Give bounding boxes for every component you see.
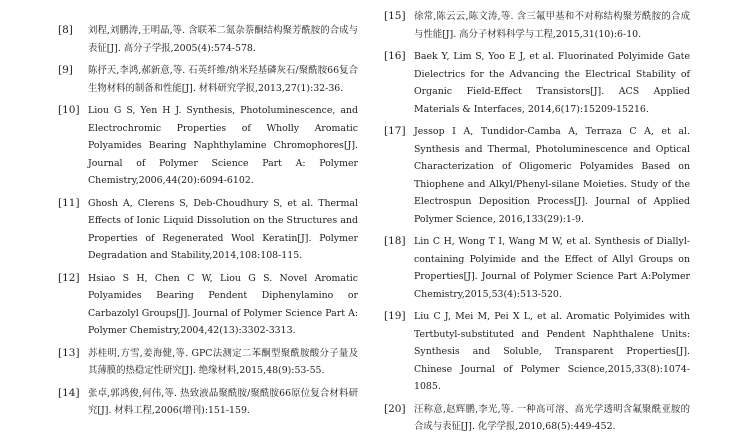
reference-text: Ghosh A, Clerens S, Deb-Choudhury S, et al. Thermal Effects of Ionic Liquid Dissolution on the Structures and Properties of Regenerated Wool Keratin[J]. Polymer Degradation and Stability,2014,108:108-115. xyxy=(88,197,358,261)
reference-item xyxy=(384,48,690,118)
reference-text: 汪称意,赵辉鹏,李光,等. 一种高可溶、高光学透明含氟聚酰亚胺的合成与表征[J]. 化学学报,2010,68(5):449-452. xyxy=(414,403,690,432)
reference-number: [16] xyxy=(384,50,406,62)
reference-number: [13] xyxy=(58,346,80,359)
reference-number: [19] xyxy=(384,310,406,322)
reference-text: 张卓,郭鸿俊,何伟,等. 热致液晶聚酰胺/聚酰胺66原位复合材料研究[J]. 材料工程,2006(增刊):151-159. xyxy=(88,387,358,416)
reference-text: Liou G S, Yen H J. Synthesis, Photoluminescence, and Electrochromic Properties of Wholly Aromatic Polyamides Bearing Naphthylamine Chromophores[J]. Journal of Polymer Science Part A: Polymer Chemistry,2006,44(20):6094-6102. xyxy=(88,105,358,186)
reference-item xyxy=(58,385,358,420)
reference-item xyxy=(384,233,690,303)
reference-text: 苏桂明,方雪,姜海健,等. GPC法测定二苯酮型聚酰胺酸分子量及其薄膜的热稳定性研究[J]. 绝缘材料,2015,48(9):53-55. xyxy=(88,347,358,376)
reference-text: Hsiao S H, Chen C W, Liou G S. Novel Aromatic Polyamides Bearing Pendent Diphenylamino or Carbazolyl Groups[J]. Journal of Polymer Science Part A: Polymer Chemistry,2004,42(13):3302-3313. xyxy=(88,272,358,336)
reference-list-left xyxy=(58,22,358,425)
reference-text: 徐常,陈云云,陈文涛,等. 含三氟甲基和不对称结构聚芳酰胺的合成与性能[J]. 高分子材料科学与工程,2015,31(10):6-10. xyxy=(414,11,690,40)
reference-text: Baek Y, Lim S, Yoo E J, et al. Fluorinated Polyimide Gate Dielectrics for the Advancing the Electrical Stability of Organic Field-Effect Transistors[J]. ACS Applied Materials & Interfaces, 2014,6(17):15209-15216. xyxy=(414,51,690,115)
reference-number: [11] xyxy=(58,196,80,209)
reference-text: Lin C H, Wong T I, Wang M W, et al. Synthesis of Diallyl-containing Polyimide and the Effect of Allyl Groups on Properties[J]. Journal of Polymer Science Part A:Polymer Chemistry,2015,53(4):513-520. xyxy=(414,236,690,300)
reference-number: [14] xyxy=(58,386,80,399)
reference-number: [12] xyxy=(58,271,80,284)
reference-number: [18] xyxy=(384,235,406,247)
reference-item xyxy=(384,123,690,228)
reference-list-right xyxy=(384,8,690,441)
reference-item xyxy=(58,62,358,97)
reference-item xyxy=(58,102,358,190)
reference-number: [17] xyxy=(384,125,406,137)
reference-number: [20] xyxy=(384,402,406,415)
reference-number: [15] xyxy=(384,10,406,22)
reference-text: 陈抒天,李鸿,郝新意,等. 石英纤维/纳米羟基磷灰石/聚酰胺66复合生物材料的制备和性能[J]. 材料研究学报,2013,27(1):32-36. xyxy=(88,65,358,94)
reference-number: [10] xyxy=(58,104,80,116)
reference-item xyxy=(384,308,690,396)
reference-number: [9] xyxy=(58,64,73,76)
reference-item xyxy=(384,401,690,436)
reference-number: [8] xyxy=(58,24,73,36)
reference-item xyxy=(58,195,358,265)
reference-item xyxy=(58,345,358,380)
reference-text: 刘程,刘鹏涛,王明晶,等. 含联苯二氮杂萘酮结构聚芳酰胺的合成与表征[J]. 高分子学报,2005(4):574-578. xyxy=(88,25,358,54)
reference-item xyxy=(384,8,690,43)
reference-text: Jessop I A, Tundidor-Camba A, Terraza C A, et al. Synthesis and Thermal, Photoluminescence and Optical Characterization of Oligomeric Polyamides Based on Thiophene and Alkyl/Phenyl-silane Moieties. Study of the Electrospun Deposition Process[J]. Journal of Applied Polymer Science, 2016,133(29):1-9. xyxy=(414,126,690,225)
reference-text: Liu C J, Mei M, Pei X L, et al. Aromatic Polyimides with Tertbutyl-substituted and Pendent Naphthalene Units: Synthesis and Soluble, Transparent Properties[J]. Chinese Journal of Polymer Science,2015,33(8):1074-1085. xyxy=(414,311,690,392)
reference-item xyxy=(58,270,358,340)
reference-item xyxy=(58,22,358,57)
